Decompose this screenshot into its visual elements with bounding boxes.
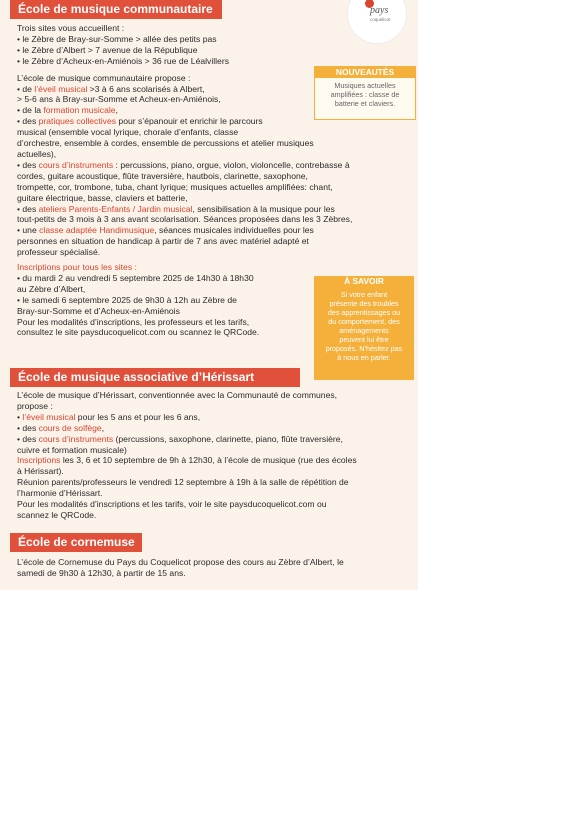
offer-cours: • des cours d’instruments : percussions, piano, orgue, violon, violoncelle, contrebasse à bbox=[17, 159, 350, 170]
text-line: Pour les modalités d’inscriptions, les professeurs et les tarifs, bbox=[17, 316, 250, 327]
site-albert: • le Zèbre d’Albert > 7 avenue de la République bbox=[17, 44, 198, 55]
text-line: des apprentissages ou bbox=[327, 308, 401, 317]
text-line: propose : bbox=[17, 400, 53, 411]
text-line: L’école de musique communautaire propose : bbox=[17, 72, 191, 83]
offer-eveil: • l’éveil musical pour les 5 ans et pour les 6 ans, bbox=[17, 411, 201, 422]
cornemuse-body bbox=[17, 557, 344, 579]
text-line: > 5-6 ans à Bray-sur-Somme et Acheux-en-Amiénois, bbox=[17, 94, 221, 105]
text-line: consultez le site paysducoquelicot.com ou scannez le QRCode. bbox=[17, 327, 260, 338]
a-savoir-body bbox=[314, 287, 414, 362]
logo-wordmark: pays bbox=[370, 5, 389, 16]
a-savoir-box bbox=[314, 276, 414, 380]
section-title-herissart: École de musique associative d’Hérissart bbox=[10, 368, 300, 387]
offer-pratiques: • des pratiques collectives pour s’épanouir et enrichir le parcours bbox=[17, 116, 263, 127]
text-line: Réunion parents/professeurs le vendredi 12 septembre à 19h à la salle de répétition de bbox=[17, 477, 349, 488]
inscriptions-line: Inscriptions les 3, 6 et 10 septembre de 9h à 12h30, à l’école de musique (rue des écoles bbox=[17, 455, 357, 466]
text-line: actuelles), bbox=[17, 148, 57, 159]
text-line: amplifiées : classe de bbox=[330, 90, 400, 99]
nouveautes-box bbox=[314, 66, 416, 120]
text-line: L’école de musique d’Hérissart, conventionnée avec la Communauté de communes, bbox=[17, 390, 338, 400]
text-line: cordes, guitare acoustique, flûte traversière, hautbois, clarinette, saxophone, bbox=[17, 170, 308, 181]
nouveautes-body bbox=[315, 78, 415, 108]
text-line: professeur spécialisé. bbox=[17, 247, 101, 258]
offer-classe: • une classe adaptée Handimusique, séances musicales individuelles pour les bbox=[17, 225, 314, 236]
text-line: batterie et claviers. bbox=[334, 99, 396, 108]
text-line: cuivre et formation musicale) bbox=[17, 444, 127, 455]
text-line: aménagements bbox=[339, 326, 389, 335]
text-line: Pour les modalités d’inscriptions et les tarifs, voir le site paysducoquelicot.com ou bbox=[17, 499, 327, 510]
text-line: l’harmonie d’Hérissart. bbox=[17, 488, 103, 499]
text-line: Si votre enfant bbox=[340, 290, 388, 299]
text-line: au Zèbre d’Albert, bbox=[17, 283, 86, 294]
text-line: présente des troubles bbox=[329, 299, 399, 308]
offer-cours: • des cours d’instruments (percussions, saxophone, clarinette, piano, flûte traversière, bbox=[17, 433, 343, 444]
site-acheux: • le Zèbre d’Acheux-en-Amiénois > 36 rue de Léalvillers bbox=[17, 55, 229, 66]
text-line: peuvent lui être bbox=[339, 335, 389, 344]
text-line: guitare électrique, basse, claviers et batterie, bbox=[17, 192, 188, 203]
offer-solfege: • des cours de solfège, bbox=[17, 422, 105, 433]
inscription-date: • le samedi 6 septembre 2025 de 9h30 à 12h au Zèbre de bbox=[17, 294, 237, 305]
text-line: tout-petits de 3 mois à 3 ans avant scolarisation. Séances proposées dans les 3 Zèbres, bbox=[17, 214, 353, 225]
text-line: Bray-sur-Somme et d’Acheux-en-Amiénois bbox=[17, 305, 180, 316]
text-line: Trois sites vous accueillent : bbox=[17, 23, 125, 33]
text-line: à Hérissart). bbox=[17, 466, 64, 477]
site-bray: • le Zèbre de Bray-sur-Somme > allée des petits pas bbox=[17, 33, 217, 44]
a-savoir-title: À SAVOIR bbox=[344, 276, 384, 286]
herissart-body bbox=[17, 390, 357, 521]
text-line: scannez le QRCode. bbox=[17, 509, 97, 520]
text-line: Musiques actuelles bbox=[334, 81, 396, 90]
logo-subtitle: coquelicot bbox=[370, 17, 391, 22]
section-title-communautaire: École de musique communautaire bbox=[10, 0, 222, 19]
text-line: trompette, cor, trombone, tuba, chant lyrique; musiques actuelles amplifiées: chant, bbox=[17, 181, 333, 192]
inscriptions-title: Inscriptions pour tous les sites : bbox=[17, 262, 137, 273]
offer-formation: • de la formation musicale, bbox=[17, 105, 118, 116]
text-line: du comportement, des bbox=[328, 317, 400, 326]
inscription-date: • du mardi 2 au vendredi 5 septembre 2025 de 14h30 à 18h30 bbox=[17, 272, 254, 283]
text-line: à nous en parler. bbox=[337, 353, 391, 362]
offer-eveil: • de l’éveil musical >3 à 6 ans scolarisés à Albert, bbox=[17, 83, 205, 94]
text-line: musical (ensemble vocal lyrique, chorale d’enfants, classe bbox=[17, 127, 239, 138]
offer-ateliers: • des ateliers Parents-Enfants / Jardin musical, sensibilisation à la musique pour les bbox=[17, 203, 335, 214]
text-line: samedi de 9h30 à 12h30, à partir de 15 ans. bbox=[17, 567, 186, 578]
pays-coquelicot-logo bbox=[347, 0, 407, 44]
communautaire-body bbox=[17, 23, 352, 338]
text-line: proposés. N’hésitez pas bbox=[325, 344, 403, 353]
text-line: d’orchestre, ensemble à cordes, ensemble de percussions et atelier musiques bbox=[17, 138, 314, 149]
text-line: personnes en situation de handicap à partir de 7 ans avec matériel adapté et bbox=[17, 236, 309, 247]
text-line: L’école de Cornemuse du Pays du Coquelicot propose des cours au Zèbre d’Albert, le bbox=[17, 557, 344, 567]
section-title-cornemuse: École de cornemuse bbox=[10, 533, 142, 552]
nouveautes-title: NOUVEAUTÉS bbox=[315, 67, 415, 78]
